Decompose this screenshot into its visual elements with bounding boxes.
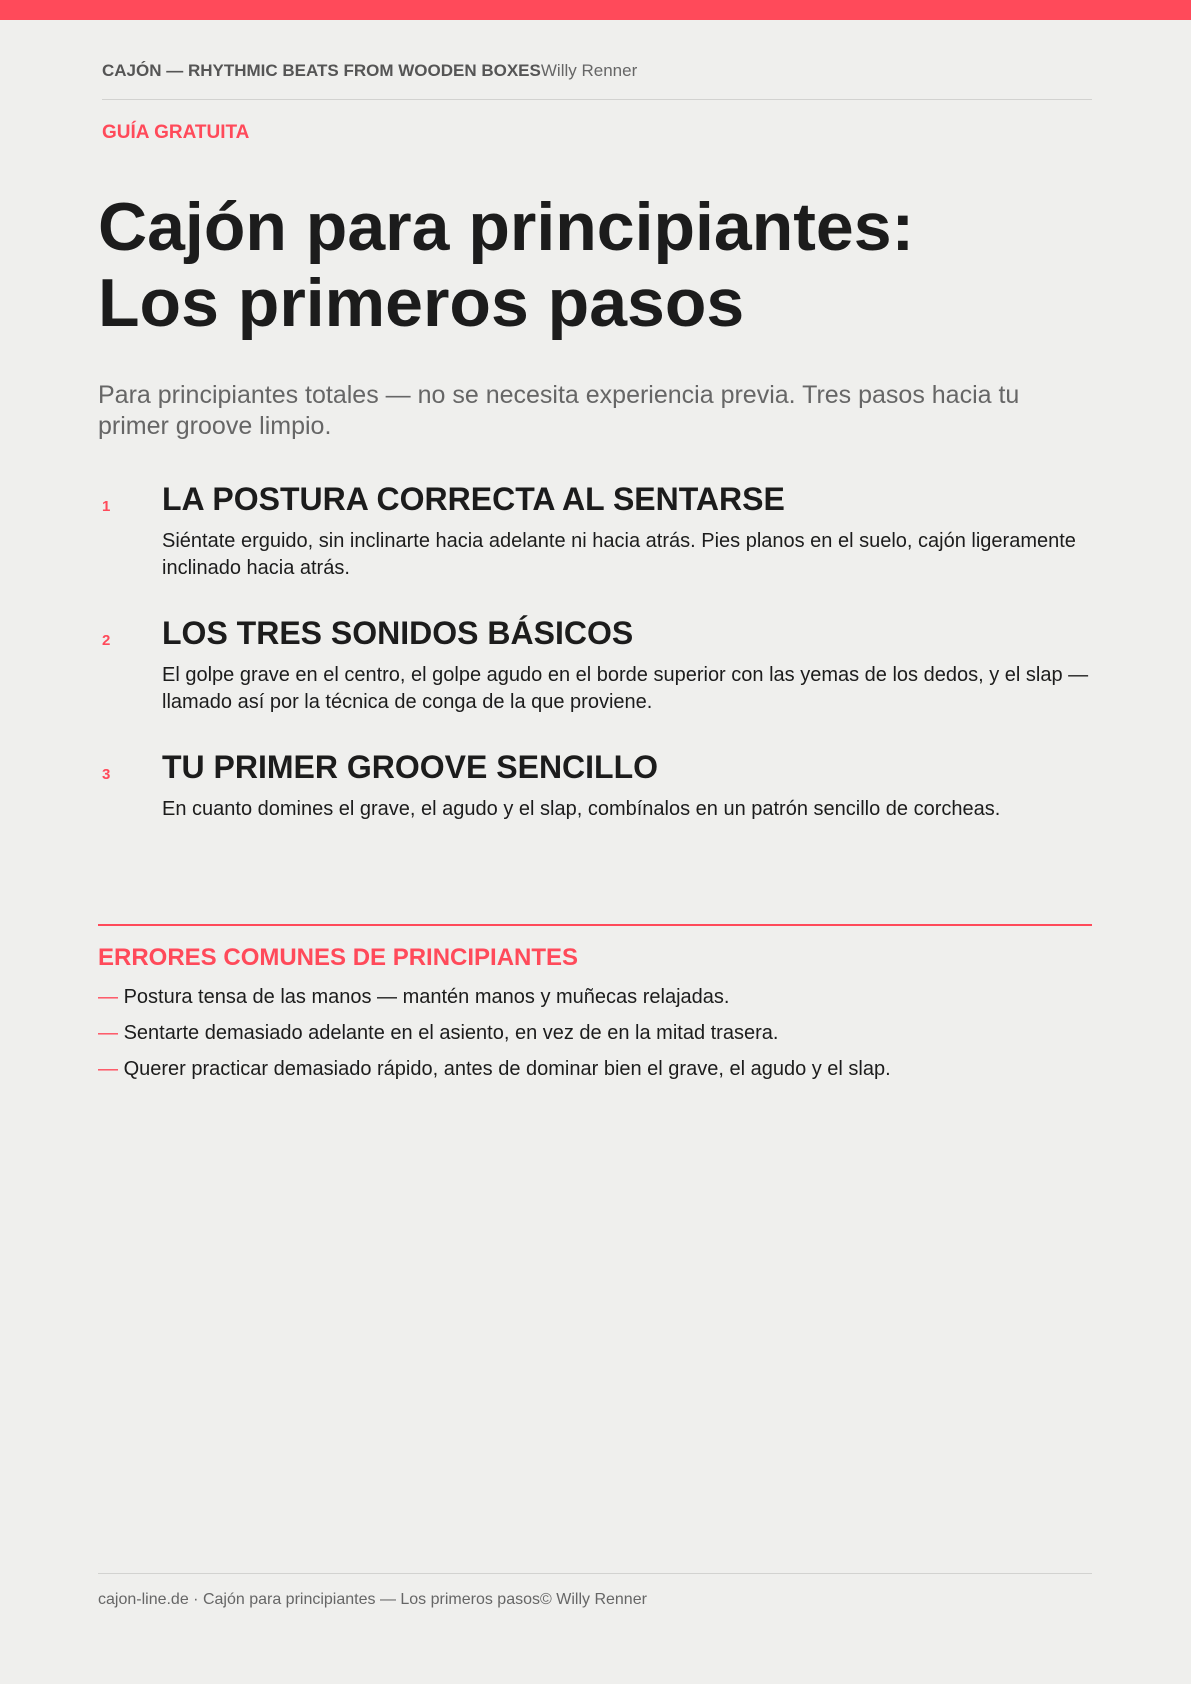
kicker-label: GUÍA GRATUITA	[102, 122, 250, 143]
step-text: El golpe grave en el centro, el golpe agudo en el borde superior con las yemas de los dedos, y el slap — llamado así por la técnica de conga de la que proviene.	[162, 664, 1089, 713]
list-item	[98, 1056, 1092, 1083]
dash-bullet: —	[98, 986, 118, 1008]
step-heading: LA POSTURA CORRECTA AL SENTARSE	[162, 481, 785, 517]
intro-paragraph: Para principiantes totales — no se necesita experiencia previa. Tres pasos hacia tu primer groove limpio.	[98, 381, 1020, 440]
dash-bullet: —	[98, 1022, 118, 1044]
step-heading: TU PRIMER GROOVE SENCILLO	[162, 749, 659, 785]
author-name: Willy Renner	[540, 61, 638, 80]
common-errors-section	[98, 924, 1092, 1092]
series-title: CAJÓN — RHYTHMIC BEATS FROM WOODEN BOXES	[102, 61, 541, 80]
step-item	[98, 746, 1092, 880]
step-text: Siéntate erguido, sin inclinarte hacia adelante ni hacia atrás. Pies planos en el suelo, cajón ligeramente inclinado hacia atrás.	[162, 530, 1076, 579]
step-heading: LOS TRES SONIDOS BÁSICOS	[162, 615, 634, 651]
page-title-line-2: Los primeros pasos	[98, 265, 745, 341]
common-errors-title: ERRORES COMUNES DE PRINCIPIANTES	[98, 944, 579, 971]
footer-text	[98, 1591, 1092, 1609]
step-number: 2	[102, 632, 111, 649]
top-accent-bar	[0, 0, 1191, 20]
list-item-text: Querer practicar demasiado rápido, antes de dominar bien el grave, el agudo y el slap.	[123, 1058, 891, 1080]
list-item	[98, 1020, 1092, 1047]
step-item	[98, 612, 1092, 746]
list-item-text: Sentarte demasiado adelante en el asiento, en vez de en la mitad trasera.	[123, 1022, 779, 1044]
step-item	[98, 478, 1092, 612]
page-footer	[98, 1573, 1092, 1609]
dash-bullet: —	[98, 1058, 118, 1080]
step-number: 1	[102, 498, 111, 515]
steps-list	[98, 478, 1092, 880]
footer-copyright: © Willy Renner	[540, 1591, 647, 1608]
list-item-text: Postura tensa de las manos — mantén manos y muñecas relajadas.	[123, 986, 730, 1008]
step-text: En cuanto domines el grave, el agudo y el slap, combínalos en un patrón sencillo de corcheas.	[162, 798, 1001, 820]
list-item	[98, 984, 1092, 1011]
footer-site-title: cajon-line.de · Cajón para principiantes — Los primeros pasos	[98, 1591, 540, 1608]
page-header	[102, 61, 1092, 100]
page-title	[98, 189, 914, 341]
common-errors-list	[98, 984, 1092, 1083]
page-title-line-1: Cajón para principiantes:	[98, 189, 915, 265]
step-number: 3	[102, 766, 111, 783]
